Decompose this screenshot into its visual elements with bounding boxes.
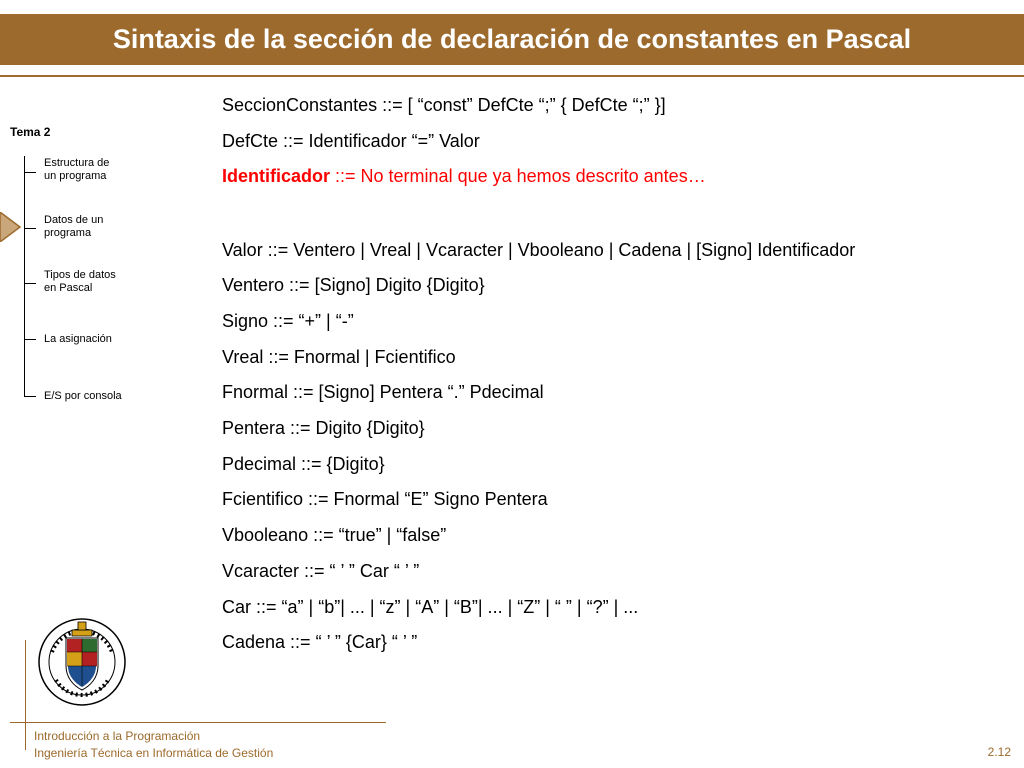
sidebar-branch [24,172,36,173]
grammar-rule-line: Fcientifico ::= Fnormal “E” Signo Pentera [222,489,548,509]
sidebar-item-label: Datos de un [44,214,104,226]
sidebar-tree-line [24,156,25,396]
title-divider [0,75,1024,77]
highlight-term: Identificador [222,166,331,186]
sidebar-branch [24,228,36,229]
grammar-rule-line: Vcaracter ::= “ ’ ” Car “ ’ ” [222,561,420,581]
current-section-marker-icon [0,212,22,242]
sidebar-item-datos[interactable] [44,214,103,240]
page-number: 2.12 [987,745,1011,759]
sidebar-item-label: La asignación [44,333,112,345]
grammar-rule-highlight [222,166,706,187]
grammar-rule-line: Signo ::= “+” | “-” [222,311,354,331]
sidebar-item-label: programa [44,227,92,239]
grammar-rule-line: DefCte ::= Identificador “=” Valor [222,131,480,151]
footer-degree: Ingeniería Técnica en Informática de Gestión [34,746,274,760]
grammar-rule-line: Fnormal ::= [Signo] Pentera “.” Pdecimal [222,382,544,402]
sidebar-item-label: Tipos de datos [44,269,116,281]
sidebar-item-tipos[interactable] [44,269,116,295]
university-crest-icon [36,612,128,712]
highlight-rest: ::= No terminal que ya hemos descrito antes… [330,166,706,186]
grammar-rule-line: Pdecimal ::= {Digito} [222,454,385,474]
grammar-rule-line: SeccionConstantes ::= [ “const” DefCte “;” { DefCte “;” }] [222,95,666,115]
grammar-rule-line: Ventero ::= [Signo] Digito {Digito} [222,275,485,295]
footer-course: Introducción a la Programación [34,729,201,743]
sidebar-item-label: E/S por consola [44,390,122,402]
grammar-rule-line: Vreal ::= Fnormal | Fcientifico [222,347,456,367]
sidebar-branch [24,339,36,340]
sidebar-branch [24,396,36,397]
sidebar-branch [24,283,36,284]
footer-divider [10,722,386,723]
crest-divider [25,640,26,750]
sidebar-title: Tema 2 [10,125,51,139]
sidebar-item-label: un programa [44,170,107,182]
sidebar-item-label: Estructura de [44,157,110,169]
sidebar-item-asignacion[interactable] [44,333,112,346]
grammar-rule-line: Vbooleano ::= “true” | “false” [222,525,447,545]
grammar-rule-line: Pentera ::= Digito {Digito} [222,418,425,438]
sidebar-item-es-consola[interactable] [44,390,122,403]
slide-title: Sintaxis de la sección de declaración de constantes en Pascal [112,24,912,54]
grammar-rule-line: Car ::= “a” | “b”| ... | “z” | “A” | “B”| ... | “Z” | “ ” | “?” | ... [222,597,639,617]
grammar-rule-line: Cadena ::= “ ’ ” {Car} “ ’ ” [222,632,418,652]
sidebar-item-label: en Pascal [44,282,93,294]
grammar-rule-line: Valor ::= Ventero | Vreal | Vcaracter | Vbooleano | Cadena | [Signo] Identificador [222,240,856,260]
sidebar-item-estructura[interactable] [44,157,109,183]
